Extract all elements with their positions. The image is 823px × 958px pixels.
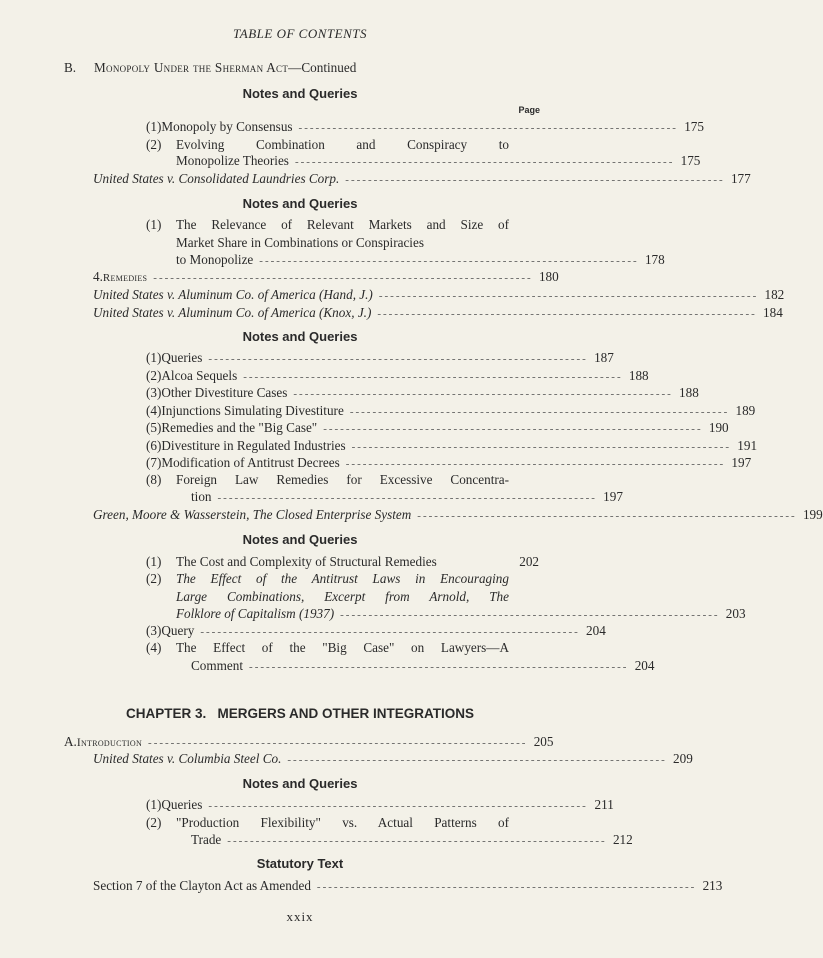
entry-title: Queries [161,797,203,812]
entry-page: 177 [730,171,751,186]
dot-leader: ------------------------------------------------------------------- [349,406,730,418]
entry-number: (2) [146,368,162,383]
dot-leader: ------------------------------------------------------------------- [377,308,757,320]
entry-title-cont: tion [191,489,212,504]
dot-leader: ------------------------------------------------------------------- [243,371,623,383]
dot-leader: ------------------------------------------------------------------- [208,800,588,812]
toc-entry [146,553,539,571]
entry-page: 189 [735,403,756,418]
entry-page: 175 [680,153,701,168]
toc-entry-continuation [176,588,509,606]
dot-leader: ------------------------------------------------------------------- [316,881,697,893]
entry-page: 209 [673,751,693,766]
toc-entry [146,384,699,403]
toc-entry [146,471,509,489]
notes-heading-2: Notes and Queries [242,196,358,211]
entry-title: Remedies [102,272,148,284]
notes-heading-5: Notes and Queries [242,776,358,791]
entry-number: (1) [146,217,162,232]
statutory-heading: Statutory Text [256,856,344,871]
entry-title-cont: Market Share in Combinations or Conspiracies [176,235,424,250]
entry-page: 204 [634,658,655,673]
dot-leader: ------------------------------------------------------------------- [200,626,580,638]
entry-title-cont: to Monopolize [176,252,254,267]
entry-title: Alcoa Sequels [161,368,238,383]
toc-entry-continuation [176,152,701,171]
case-title: Green, Moore & Wasserstein, The Closed Enterprise System [93,507,412,522]
case-title: United States v. Aluminum Co. of America (Knox, J.) [93,305,372,320]
dot-leader: ------------------------------------------------------------------- [259,255,639,267]
entry-title-cont: Trade [191,832,222,847]
entry-number: (2) [146,137,162,152]
entry-number: (1) [146,350,162,365]
case-title: United States v. Aluminum Co. of America (Hand, J.) [93,287,373,302]
notes-heading-3: Notes and Queries [242,329,358,344]
toc-entry [146,796,614,815]
section-b-letter: B. [64,60,77,75]
chapter-heading: CHAPTER 3. MERGERS AND OTHER INTEGRATIONS [125,706,475,721]
dot-leader: ------------------------------------------------------------------- [227,835,607,847]
entry-page: 187 [594,350,614,365]
case-title: United States v. Consolidated Laundries Corp. [93,171,340,186]
entry-number: (3) [146,385,162,400]
toc-entry [146,419,729,438]
entry-number: (7) [146,455,162,470]
entry-title: Divestiture in Regulated Industries [161,438,346,453]
dot-leader: ------------------------------------------------------------------- [294,156,675,168]
dot-leader: ------------------------------------------------------------------- [417,510,797,522]
dot-leader: ------------------------------------------------------------------- [153,272,533,284]
running-head: TABLE OF CONTENTS [233,26,367,41]
entry-page: 212 [612,832,633,847]
section-b-continued: —Continued [288,60,357,75]
entry-page: 203 [725,606,746,621]
entry-page: 178 [644,252,665,267]
entry-title: Monopoly by Consensus [161,119,293,134]
entry-title-cont: Folklore of Capitalism (1937) [176,606,335,621]
entry-page: 188 [628,368,649,383]
entry-page: 184 [763,305,783,320]
entry-title-cont: Monopolize Theories [176,153,289,168]
dot-leader: ------------------------------------------------------------------- [340,609,720,621]
entry-page: 211 [594,797,614,812]
entry-page: 197 [603,489,623,504]
dot-leader: ------------------------------------------------------------------- [323,423,703,435]
entry-page: 182 [764,287,785,302]
entry-page: 213 [702,878,723,893]
toc-entry-continuation [191,488,623,507]
entry-page: 180 [538,269,559,284]
entry-title: "Production Flexibility" vs. Actual Patterns of [176,815,509,830]
entry-title: Other Divestiture Cases [161,385,288,400]
entry-page: 205 [533,734,554,749]
toc-entry [146,216,509,234]
case-entry [93,750,693,769]
entry-page: 175 [684,119,704,134]
toc-entry [146,349,614,368]
dot-leader: ------------------------------------------------------------------- [287,754,667,766]
notes-heading-4: Notes and Queries [242,532,358,547]
entry-number: (2) [146,815,162,830]
remedies-entry [93,268,559,287]
entry-number: (1) [146,554,162,569]
entry-number: (8) [146,472,162,487]
toc-entry [146,570,509,588]
case-entry [93,170,751,189]
entry-number: (2) [146,571,162,586]
dot-leader: ------------------------------------------------------------------- [148,737,528,749]
entry-title: Evolving Combination and Conspiracy to [176,137,509,152]
entry-page: 190 [708,420,729,435]
page-folio: xxix [286,909,314,924]
case-entry [93,506,823,525]
entry-title: The Effect of the "Big Case" on Lawyers—A [176,640,509,655]
dot-leader: ------------------------------------------------------------------- [208,353,588,365]
entry-title: Injunctions Simulating Divestiture [161,403,344,418]
dot-leader: ------------------------------------------------------------------- [217,492,597,504]
case-entry [93,286,785,305]
entry-title-cont: Comment [191,658,244,673]
section-a-letter: A. [64,734,77,749]
dot-leader: ------------------------------------------------------------------- [298,122,678,134]
toc-entry [93,877,723,896]
entry-page: 191 [737,438,758,453]
entry-title: Remedies and the "Big Case" [161,420,318,435]
entry-title: The Effect of the Antitrust Laws in Encouraging [176,571,509,586]
entry-title: Query [161,623,195,638]
notes-heading-1: Notes and Queries [242,86,358,101]
entry-title-cont: Large Combinations, Excerpt from Arnold, The [176,589,509,604]
section-b-title: Monopoly Under the Sherman Act [94,60,289,75]
entry-title: Foreign Law Remedies for Excessive Concentra- [176,472,509,487]
entry-number: (5) [146,420,162,435]
entry-page: 188 [679,385,699,400]
entry-title: Section 7 of the Clayton Act as Amended [93,878,311,893]
entry-title: The Relevance of Relevant Markets and Size of [176,217,509,232]
entry-number: (1) [146,119,162,134]
section-a-title: Introduction [76,737,143,749]
entry-number: (4) [146,640,162,655]
toc-entry [146,118,704,137]
section-b-heading [64,59,356,77]
toc-entry [146,814,509,832]
toc-entry-continuation [191,831,633,850]
dot-leader: ------------------------------------------------------------------- [345,458,726,470]
entry-title: The Cost and Complexity of Structural Remedies [176,554,437,569]
entry-title: Queries [161,350,203,365]
dot-leader: ------------------------------------------------------------------- [378,290,759,302]
entry-number: (1) [146,797,162,812]
dot-leader: ------------------------------------------------------------------- [351,441,732,453]
page-column-label: Page [518,105,540,115]
entry-page: 199 [802,507,823,522]
case-entry [93,304,783,323]
toc-entry-continuation [176,234,424,252]
toc-entry [146,639,509,657]
entry-number: 4. [93,269,103,284]
entry-number: (4) [146,403,162,418]
entry-number: (3) [146,623,162,638]
entry-page: 204 [586,623,606,638]
dot-leader: ------------------------------------------------------------------- [249,661,629,673]
entry-title: Modification of Antitrust Decrees [161,455,340,470]
dot-leader: ------------------------------------------------------------------- [293,388,673,400]
dot-leader: ------------------------------------------------------------------- [345,174,725,186]
case-title: United States v. Columbia Steel Co. [93,751,282,766]
toc-entry-continuation [191,657,655,676]
entry-page: 202 [519,554,539,569]
entry-page: 197 [731,455,752,470]
entry-number: (6) [146,438,162,453]
